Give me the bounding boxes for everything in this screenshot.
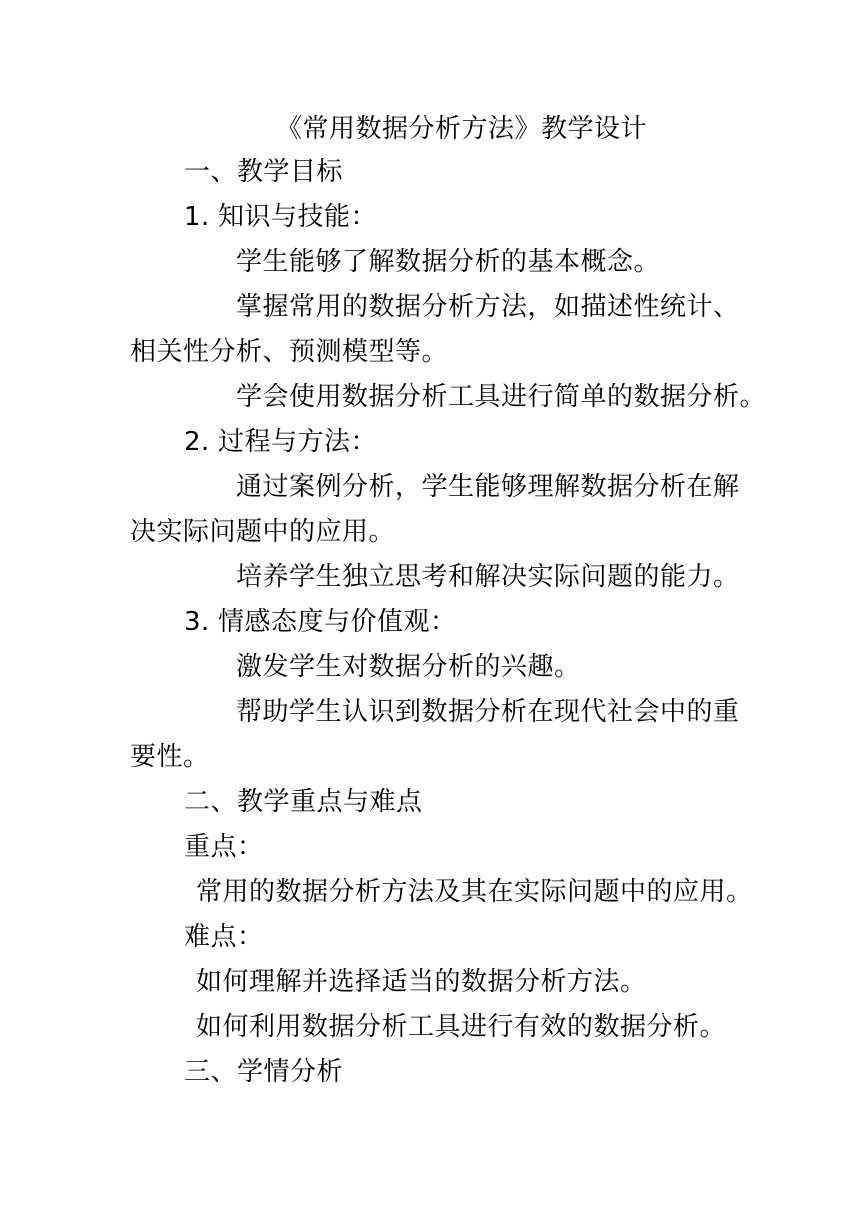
item1-paragraph1: 学生能够了解数据分析的基本概念。 [236, 247, 661, 277]
key-point-text: 常用的数据分析方法及其在实际问题中的应用。 [196, 877, 753, 907]
item1-heading-row [184, 200, 377, 234]
item2-paragraph1-line1: 通过案例分析，学生能够理解数据分析在解 [236, 472, 740, 502]
section3-heading: 三、学情分析 [184, 1057, 344, 1087]
item3-paragraph2-line1: 帮助学生认识到数据分析在现代社会中的重 [236, 697, 740, 727]
difficult-point-label: 难点： [184, 922, 264, 952]
section2-heading: 二、教学重点与难点 [184, 787, 423, 817]
document-title: 《常用数据分析方法》教学设计 [276, 114, 648, 144]
item1-number: 1. [184, 202, 210, 232]
item2-paragraph2: 培养学生独立思考和解决实际问题的能力。 [236, 562, 740, 592]
item2-paragraph1-line2: 决实际问题中的应用。 [130, 517, 396, 547]
item1-paragraph2-line2: 相关性分析、预测模型等。 [130, 337, 449, 367]
difficult-point-text1: 如何理解并选择适当的数据分析方法。 [196, 967, 647, 997]
item3-paragraph2-line2: 要性。 [130, 742, 210, 772]
item2-number: 2. [184, 427, 210, 457]
item1-heading: 知识与技能： [218, 202, 378, 232]
item2-heading: 过程与方法： [218, 427, 378, 457]
item3-number: 3. [184, 607, 210, 637]
item1-paragraph2-line1: 掌握常用的数据分析方法，如描述性统计、 [236, 292, 740, 322]
item3-heading: 情感态度与价值观： [218, 607, 457, 637]
section1-heading: 一、教学目标 [184, 157, 344, 187]
item1-paragraph3: 学会使用数据分析工具进行简单的数据分析。 [236, 382, 767, 412]
item3-paragraph1: 激发学生对数据分析的兴趣。 [236, 652, 581, 682]
item3-heading-row [184, 605, 457, 639]
key-point-label: 重点： [184, 832, 264, 862]
item2-heading-row [184, 425, 377, 459]
difficult-point-text2: 如何利用数据分析工具进行有效的数据分析。 [196, 1012, 727, 1042]
